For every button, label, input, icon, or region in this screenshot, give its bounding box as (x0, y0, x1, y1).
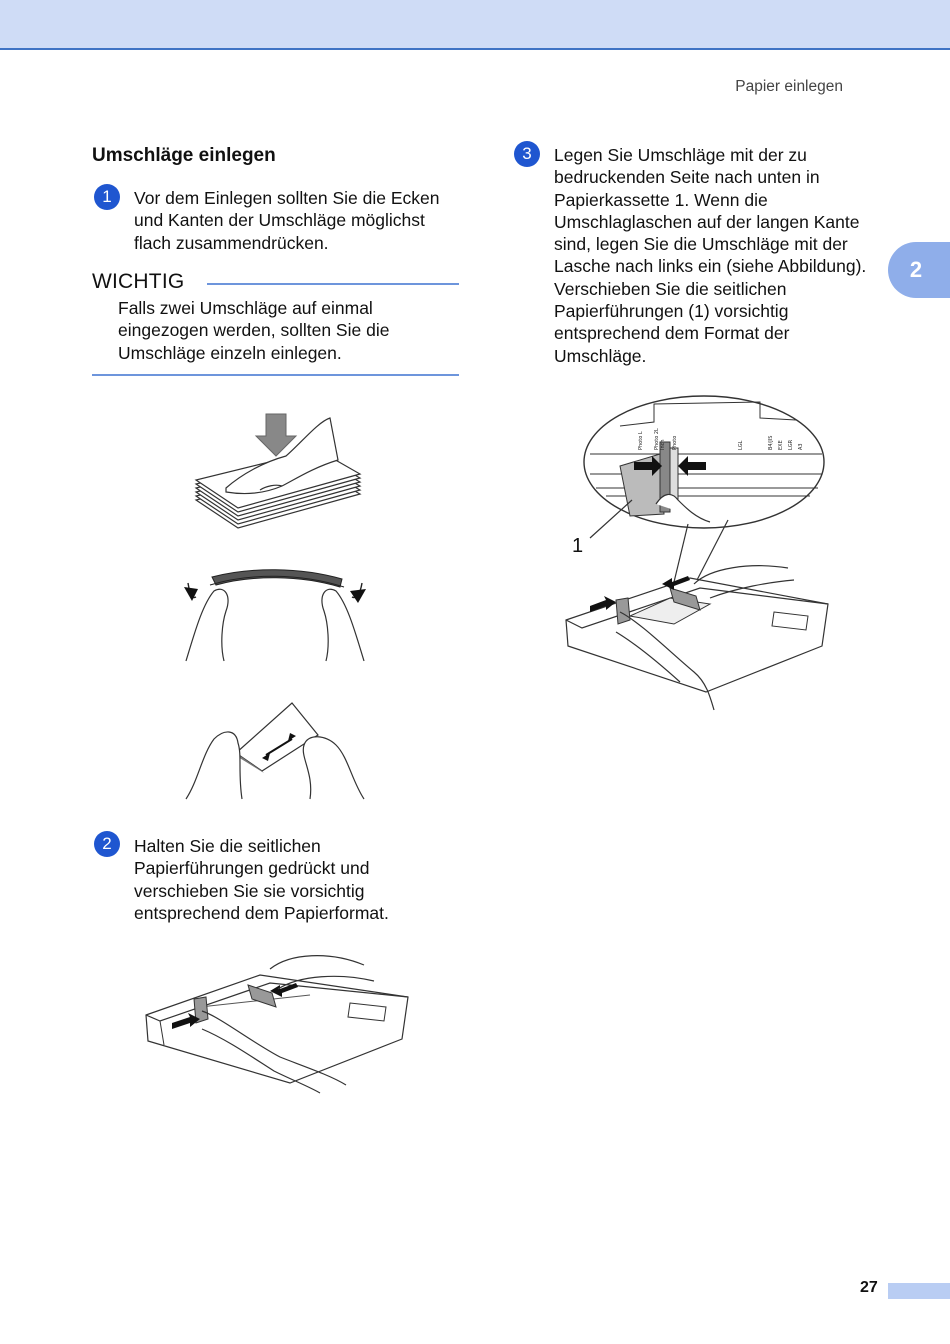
text-line: entsprechend dem Format der (554, 323, 790, 344)
text-line: bedruckenden Seite nach unten in (554, 167, 820, 188)
text-line: Umschläge. (554, 345, 647, 366)
step-1-text (134, 187, 464, 254)
flatten-edges-illustration (180, 695, 370, 805)
text-line: entsprechend dem Papierformat. (134, 902, 389, 923)
tray-label: Photo L (638, 431, 644, 450)
tray-label: Inch (660, 439, 666, 450)
text-line: Falls zwei Umschläge auf einmal (118, 298, 373, 318)
important-rule-bottom (92, 374, 459, 376)
footer-tab (888, 1283, 950, 1299)
tray-label: Photo (672, 435, 678, 450)
envelope-tray-illustration (560, 392, 840, 712)
step-3-text (554, 144, 894, 367)
tray-label: Photo 2L (654, 428, 660, 450)
text-line: Legen Sie Umschläge mit der zu (554, 145, 807, 165)
flex-envelopes-illustration (180, 565, 370, 665)
chapter-tab: 2 (888, 242, 950, 298)
step-3-badge: 3 (514, 141, 540, 167)
text-line: sind, legen Sie die Umschläge mit der (554, 234, 848, 255)
tray-label: LGR (788, 439, 794, 450)
text-line: und Kanten der Umschläge möglichst (134, 210, 425, 231)
text-line: Halten Sie die seitlichen (134, 836, 321, 856)
important-text (118, 297, 448, 364)
section-title: Umschläge einlegen (92, 145, 276, 166)
callout-number: 1 (572, 535, 584, 557)
step-2-badge: 2 (94, 831, 120, 857)
text-line: Papierführungen (1) vorsichtig (554, 301, 789, 322)
text-line: Umschläge einzeln einlegen. (118, 342, 342, 363)
text-line: Vor dem Einlegen sollten Sie die Ecken (134, 188, 440, 208)
tray-label: B4/JIS (768, 435, 774, 450)
step-1-badge: 1 (94, 184, 120, 210)
press-envelopes-illustration (190, 400, 370, 540)
text-line: flach zusammendrücken. (134, 232, 329, 253)
step-2-text (134, 835, 464, 924)
text-line: Umschlaglaschen auf der langen Kante (554, 211, 860, 232)
tray-label: LGL (738, 440, 744, 450)
text-line: verschieben Sie sie vorsichtig (134, 880, 365, 901)
tray-label: EXE (778, 440, 784, 450)
text-line: Lasche nach links ein (siehe Abbildung). (554, 256, 867, 277)
text-line: Papierkassette 1. Wenn die (554, 189, 768, 210)
tray-label: A3 (798, 443, 804, 450)
header-band (0, 0, 950, 50)
text-line: Papierführungen gedrückt und (134, 858, 370, 879)
running-header: Papier einlegen (735, 78, 843, 95)
page-number: 27 (860, 1279, 878, 1296)
paper-tray-guides-illustration (140, 945, 420, 1095)
text-line: eingezogen werden, sollten Sie die (118, 320, 390, 341)
text-line: Verschieben Sie die seitlichen (554, 278, 787, 299)
important-rule-top (207, 283, 459, 285)
important-label: WICHTIG (92, 270, 185, 293)
callout-leader (590, 500, 632, 538)
